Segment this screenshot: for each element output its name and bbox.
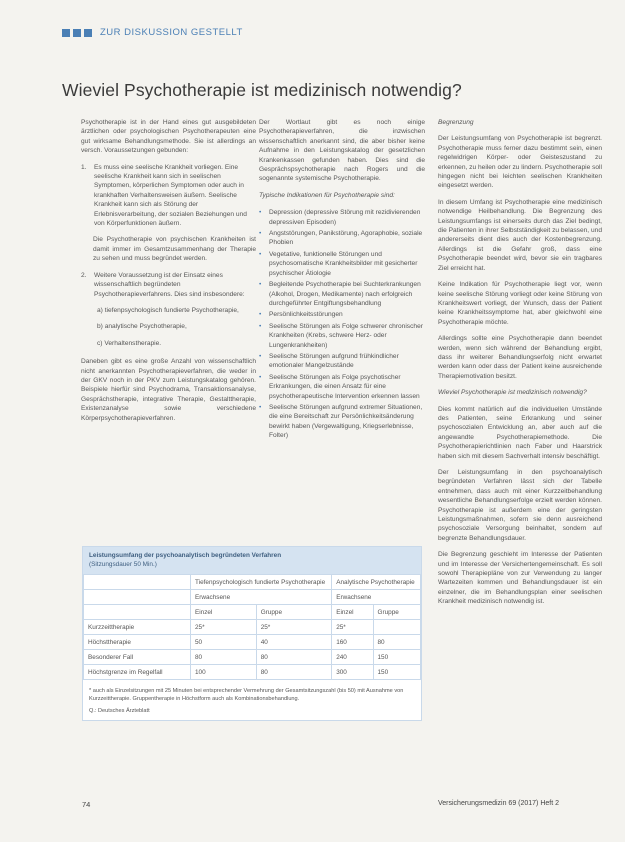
- article-title: Wieviel Psychotherapie ist medizinisch notwendig?: [62, 80, 462, 100]
- column-2: [259, 118, 425, 443]
- table-cell: 80: [191, 650, 257, 665]
- table-cell: 40: [256, 635, 331, 650]
- list-item: • Persönlichkeitsstörungen: [259, 311, 343, 319]
- column-1: [81, 118, 256, 430]
- paragraph: Der Leistungsumfang von Psychotherapie ist begrenzt. Psychotherapie muss ferner dazu bestimmt sein, einen regelwidrigen Körper- oder Geisteszustand zu erkennen, zu heilen oder zu lindern. Psychotherapie soll hingegen nicht bei leichten seelischen Krankheiten eingesetzt werden.: [438, 135, 602, 190]
- table-row: [84, 665, 421, 680]
- sub-item-c: c) Verhaltenstherapie.: [97, 339, 162, 347]
- table-row: [84, 650, 421, 665]
- column-header: Einzel: [191, 605, 257, 620]
- sub-item-b: b) analytische Psychotherapie,: [97, 323, 187, 331]
- numbered-item-2: 2. Weitere Voraussetzung ist der Einsatz eines wissenschaftlich begründeten Psychotherapieverfahrens. Dies sind insbesondere:: [81, 271, 256, 299]
- table-cell: 25*: [191, 620, 257, 635]
- paragraph: Der Wortlaut gibt es noch einige Psychotherapieverfahren, die inzwischen wissenschaftlich anerkannt sind, die aber bisher keine Aufnahme in den Leistungskatalog der gesetzlichen Krankenkassen gefunden haben. Dies sind die Gesprächspsychotherapie nach Rogers und die sogenannte systemische Psychotherapie.: [259, 119, 425, 183]
- list-item: • Seelische Störungen aufgrund extremer Situationen, die eine Bereitschaft zur Persönlichkeitsänderung bewirkt haben (Vergewaltigung, Kriegserlebnisse, Folter): [259, 403, 423, 440]
- rubric-square-icon: [73, 29, 81, 37]
- table-cell: 25*: [256, 620, 331, 635]
- table-grid: [83, 574, 421, 680]
- column-group-header: Tiefenpsychologisch fundierte Psychotherapie: [191, 575, 332, 590]
- paragraph: In diesem Umfang ist Psychotherapie eine medizinisch notwendige Heilbehandlung. Die Begrenzung des Leistungsumfangs ist einerseits durch das Ziel bedingt, die Patienten in ihrer Selbstständigkeit zu belassen, und andererseits dient dies auch der Kostenbegrenzung. Allerdings ist die Gefahr groß, dass eine Psychotherapie beendet wird, bevor sie ein tragbares Ziel erreicht hat.: [438, 198, 602, 272]
- list-item: • Angststörungen, Panikstörung, Agoraphobie, soziale Phobien: [259, 230, 423, 247]
- paragraph: Die Psychotherapie von psychischen Krankheiten ist damit immer im Gesamtzusammenhang der Therapie zu sehen und muss begründet werden.: [93, 236, 256, 263]
- therapy-volume-table: [82, 546, 422, 721]
- sub-item-a: a) tiefenpsychologisch fundierte Psychotherapie,: [97, 306, 239, 314]
- paragraph: Der Leistungsumfang in den psychoanalytisch begründeten Verfahren lässt sich der Tabelle entnehmen, dass auch mit einer Kurzzeitbehandlung wesentliche Behandlungserfolge erzielt werden können. Psychotherapie ist außerdem eine der geringsten Leistungsmaßnahmen, sofern sie denn ausreichend psychosoziale Versorgung beinhaltet, sondern auf begrenzte Behandlungsdauer.: [438, 469, 602, 542]
- table-cell: 240: [332, 650, 373, 665]
- table-cell: 80: [373, 635, 421, 650]
- list-item: • Depression (depressive Störung mit rezidivierenden depressiven Episoden): [259, 209, 421, 226]
- list-item: • Begleitende Psychotherapie bei Suchterkrankungen (Alkohol, Drogen, Medikamente) nach erfolgreich durchgeführter Entgiftungsbehandlung: [259, 281, 421, 307]
- table-cell: 25*: [332, 620, 373, 635]
- table-cell: 150: [373, 665, 421, 680]
- row-label: Kurzzeittherapie: [84, 620, 191, 635]
- journal-reference: Versicherungsmedizin 69 (2017) Heft 2: [438, 800, 560, 807]
- table-cell: 80: [256, 665, 331, 680]
- table-cell: 80: [256, 650, 331, 665]
- list-item: • Seelische Störungen als Folge psychotischer Erkrankungen, die einen Ansatz für eine psychotherapeutische Intervention erkennen lassen: [259, 373, 420, 400]
- numbered-item-text: Es muss eine seelische Krankheit vorliegen. Eine seelische Krankheit kann sich in seelischen Symptomen, körperlichen Symptomen oder auch in krankhaften Verhaltensweisen äußern. Seelische Krankheit kann sich als Störung der Erlebnisverarbeitung, der sozialen Beziehungen und von Körperfunktionen äußern.: [94, 163, 247, 228]
- rubric-square-icon: [62, 29, 70, 37]
- table-header: [83, 547, 421, 574]
- table-cell: 300: [332, 665, 373, 680]
- table-source: Q.: Deutsches Ärzteblatt: [89, 708, 150, 714]
- numbered-item-text: Weitere Voraussetzung ist der Einsatz eines wissenschaftlich begründeten Psychotherapieverfahrens. Dies sind insbesondere:: [94, 271, 245, 298]
- column-header: Einzel: [332, 605, 373, 620]
- column-header: Gruppe: [256, 605, 331, 620]
- paragraph: Dies kommt natürlich auf die individuellen Umstände des Patienten, seine Erkrankung und seiner psychosozialen Entwicklung an, aber auch auf die angewandte Psychotherapiemethode. Die Psychotherapierichtlinien nach Faber und Haarstrick haben sich mit diesem Sachverhalt intensiv beschäftigt.: [438, 405, 602, 460]
- column-header: Gruppe: [373, 605, 421, 620]
- paragraph: Keine Indikation für Psychotherapie liegt vor, wenn keine seelische Störung vorliegt oder keine Störung von Krankheitswert vorliegt, der Wunsch, dass der Patient keine Krankheitssymptome hat, aber gleichwohl eine Psychotherapie möchte.: [438, 281, 602, 326]
- rubric-square-icon: [84, 29, 92, 37]
- table-title: Leistungsumfang der psychoanalytisch begründeten Verfahren: [89, 552, 282, 559]
- row-label: Besonderer Fall: [84, 650, 191, 665]
- list-item: • Seelische Störungen aufgrund frühkindlicher emotionaler Mangelzustände: [259, 352, 399, 370]
- paragraph: Die Begrenzung geschieht im Interesse der Patienten und im Interesse der Versichertengemeinschaft. Es soll sowohl Therapiepläne von zur Verwendung zu langer Wartezeiten kommen und Behandlungsdauer ist ein einzelner, die im Behandlungsplan einer seelischen Krankheit medizinisch notwendig ist.: [438, 551, 602, 606]
- table-row: [84, 620, 421, 635]
- rubric-label: ZUR DISKUSSION GESTELLT: [100, 27, 243, 38]
- section-heading: Begrenzung: [438, 119, 474, 126]
- column-3: [438, 118, 602, 614]
- table-cell: 150: [373, 650, 421, 665]
- row-label: Höchstgrenze im Regelfall: [84, 665, 191, 680]
- list-item: • Vegetative, funktionelle Störungen und psychosomatische Krankheitsbilder mit gesicherter psychischer Ätiologie: [259, 250, 418, 277]
- numbered-item-1: 1. Es muss eine seelische Krankheit vorliegen. Eine seelische Krankheit kann sich in seelischen Symptomen, körperlichen Symptomen oder auch in krankhaften Verhaltensweisen äußern. Seelische Krankheit kann sich als Störung der Erlebnisverarbeitung, der sozialen Beziehungen und von Körperfunktionen äußern.: [81, 163, 256, 229]
- table-cell: 100: [191, 665, 257, 680]
- table-cell: [373, 620, 421, 635]
- column-subheader: Erwachsene: [191, 590, 332, 605]
- indication-heading: Typische Indikationen für Psychotherapie sind:: [259, 191, 395, 199]
- column-subheader: Erwachsene: [332, 590, 421, 605]
- question-heading: Wieviel Psychotherapie ist medizinisch notwendig?: [438, 389, 587, 397]
- paragraph: Daneben gibt es eine große Anzahl von wissenschaftlich nicht anerkannten Psychotherapieverfahren, die weder in der GKV noch in der PKV zum Leistungskatalog gehören. Beispiele hierfür sind Psychodrama, Transaktionsanalyse, Gesprächstherapie, integrative Therapie, Gestalttherapie, Existenzanalyse sowie verschiedene Körperpsychotherapieverfahren.: [81, 358, 256, 422]
- row-label: Höchsttherapie: [84, 635, 191, 650]
- list-item: • Seelische Störungen als Folge schwerer chronischer Krankheiten (Krebs, schwere Herz- oder Lungenkrankheiten): [259, 322, 423, 349]
- section-rubric: [62, 27, 243, 38]
- table-cell: 160: [332, 635, 373, 650]
- page-number: 74: [82, 800, 91, 809]
- table-unit: (Sitzungsdauer 50 Min.): [89, 561, 157, 568]
- table-row: [84, 635, 421, 650]
- column-group-header: Analytische Psychotherapie: [332, 575, 421, 590]
- table-cell: 50: [191, 635, 257, 650]
- paragraph: Allerdings sollte eine Psychotherapie dann beendet werden, wenn sich während der Behandlung ergibt, dass ihr weiterer Behandlungserfolg nicht erwartet werden kann oder dass der Patient keine ausreichende Therapiemotivation besitzt.: [438, 335, 602, 380]
- intro-paragraph: Psychotherapie ist in der Hand eines gut ausgebildeten ärztlichen oder psychologischen Psychotherapeuten eine gut wirksame Behandlungsmethode. Sie ist allerdings an versch. Voraussetzungen gebunden:: [81, 119, 256, 155]
- table-footnote: * auch als Einzelsitzungen mit 25 Minuten bei entsprechender Vermehrung der Gesamtsitzungszahl (bis 50) mit Ausnahme von Kurzzeittherapie. Gruppentherapie in Höchstform auch als Kombinationsbehandlung.: [89, 688, 404, 702]
- indication-list: [259, 208, 425, 440]
